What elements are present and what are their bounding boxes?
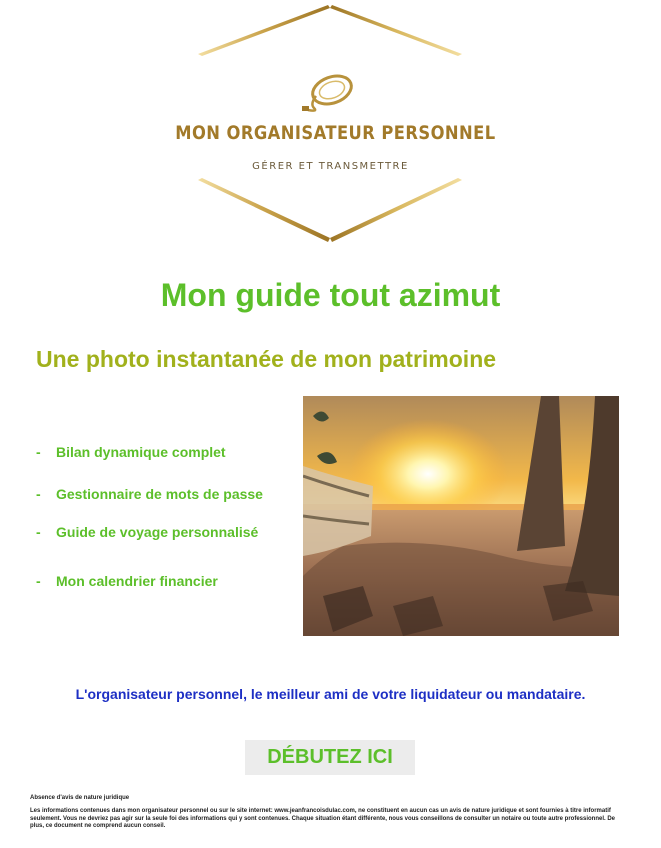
feature-item-passwords bbox=[36, 486, 263, 502]
brand-tagline: GÉRER ET TRANSMETTRE bbox=[252, 161, 409, 172]
feature-item-travel bbox=[36, 524, 258, 540]
feature-label: Bilan dynamique complet bbox=[56, 444, 226, 460]
sunset-beach-photo bbox=[303, 396, 619, 636]
feature-label: Gestionnaire de mots de passe bbox=[56, 486, 263, 502]
page-subtitle: Une photo instantanée de mon patrimoine bbox=[36, 346, 497, 372]
feature-item-calendar bbox=[36, 573, 218, 589]
computer-mouse-icon bbox=[302, 71, 355, 111]
list-dash: - bbox=[36, 573, 41, 589]
tagline-text: L'organisateur personnel, le meilleur ami de votre liquidateur ou mandataire. bbox=[75, 686, 586, 702]
start-button[interactable]: DÉBUTEZ ICI bbox=[245, 740, 415, 775]
page-title: Mon guide tout azimut bbox=[160, 277, 501, 313]
feature-item-bilan bbox=[36, 444, 226, 460]
feature-label: Mon calendrier financier bbox=[56, 573, 218, 589]
disclaimer-heading: Absence d'avis de nature juridique bbox=[30, 795, 130, 801]
disclaimer-body: Les informations contenues dans mon organisateur personnel ou sur le site internet: www.jeanfrancoisdulac.com, ne constituent en aucun cas un avis de nature juridique et sont fournies à titre informatif seulement. Vous ne devriez pas agir sur la seule foi des informations qui y sont contenues. Chaque situation étant différente, nous vous conseillons de consulter un notaire ou toute autre professionnel. De plus, ce document ne comprend aucun conseil. bbox=[30, 808, 615, 829]
brand-title: MON ORGANISATEUR PERSONNEL bbox=[175, 122, 496, 144]
feature-label: Guide de voyage personnalisé bbox=[56, 524, 259, 540]
list-dash: - bbox=[36, 524, 41, 540]
list-dash: - bbox=[36, 444, 41, 460]
list-dash: - bbox=[36, 486, 41, 502]
